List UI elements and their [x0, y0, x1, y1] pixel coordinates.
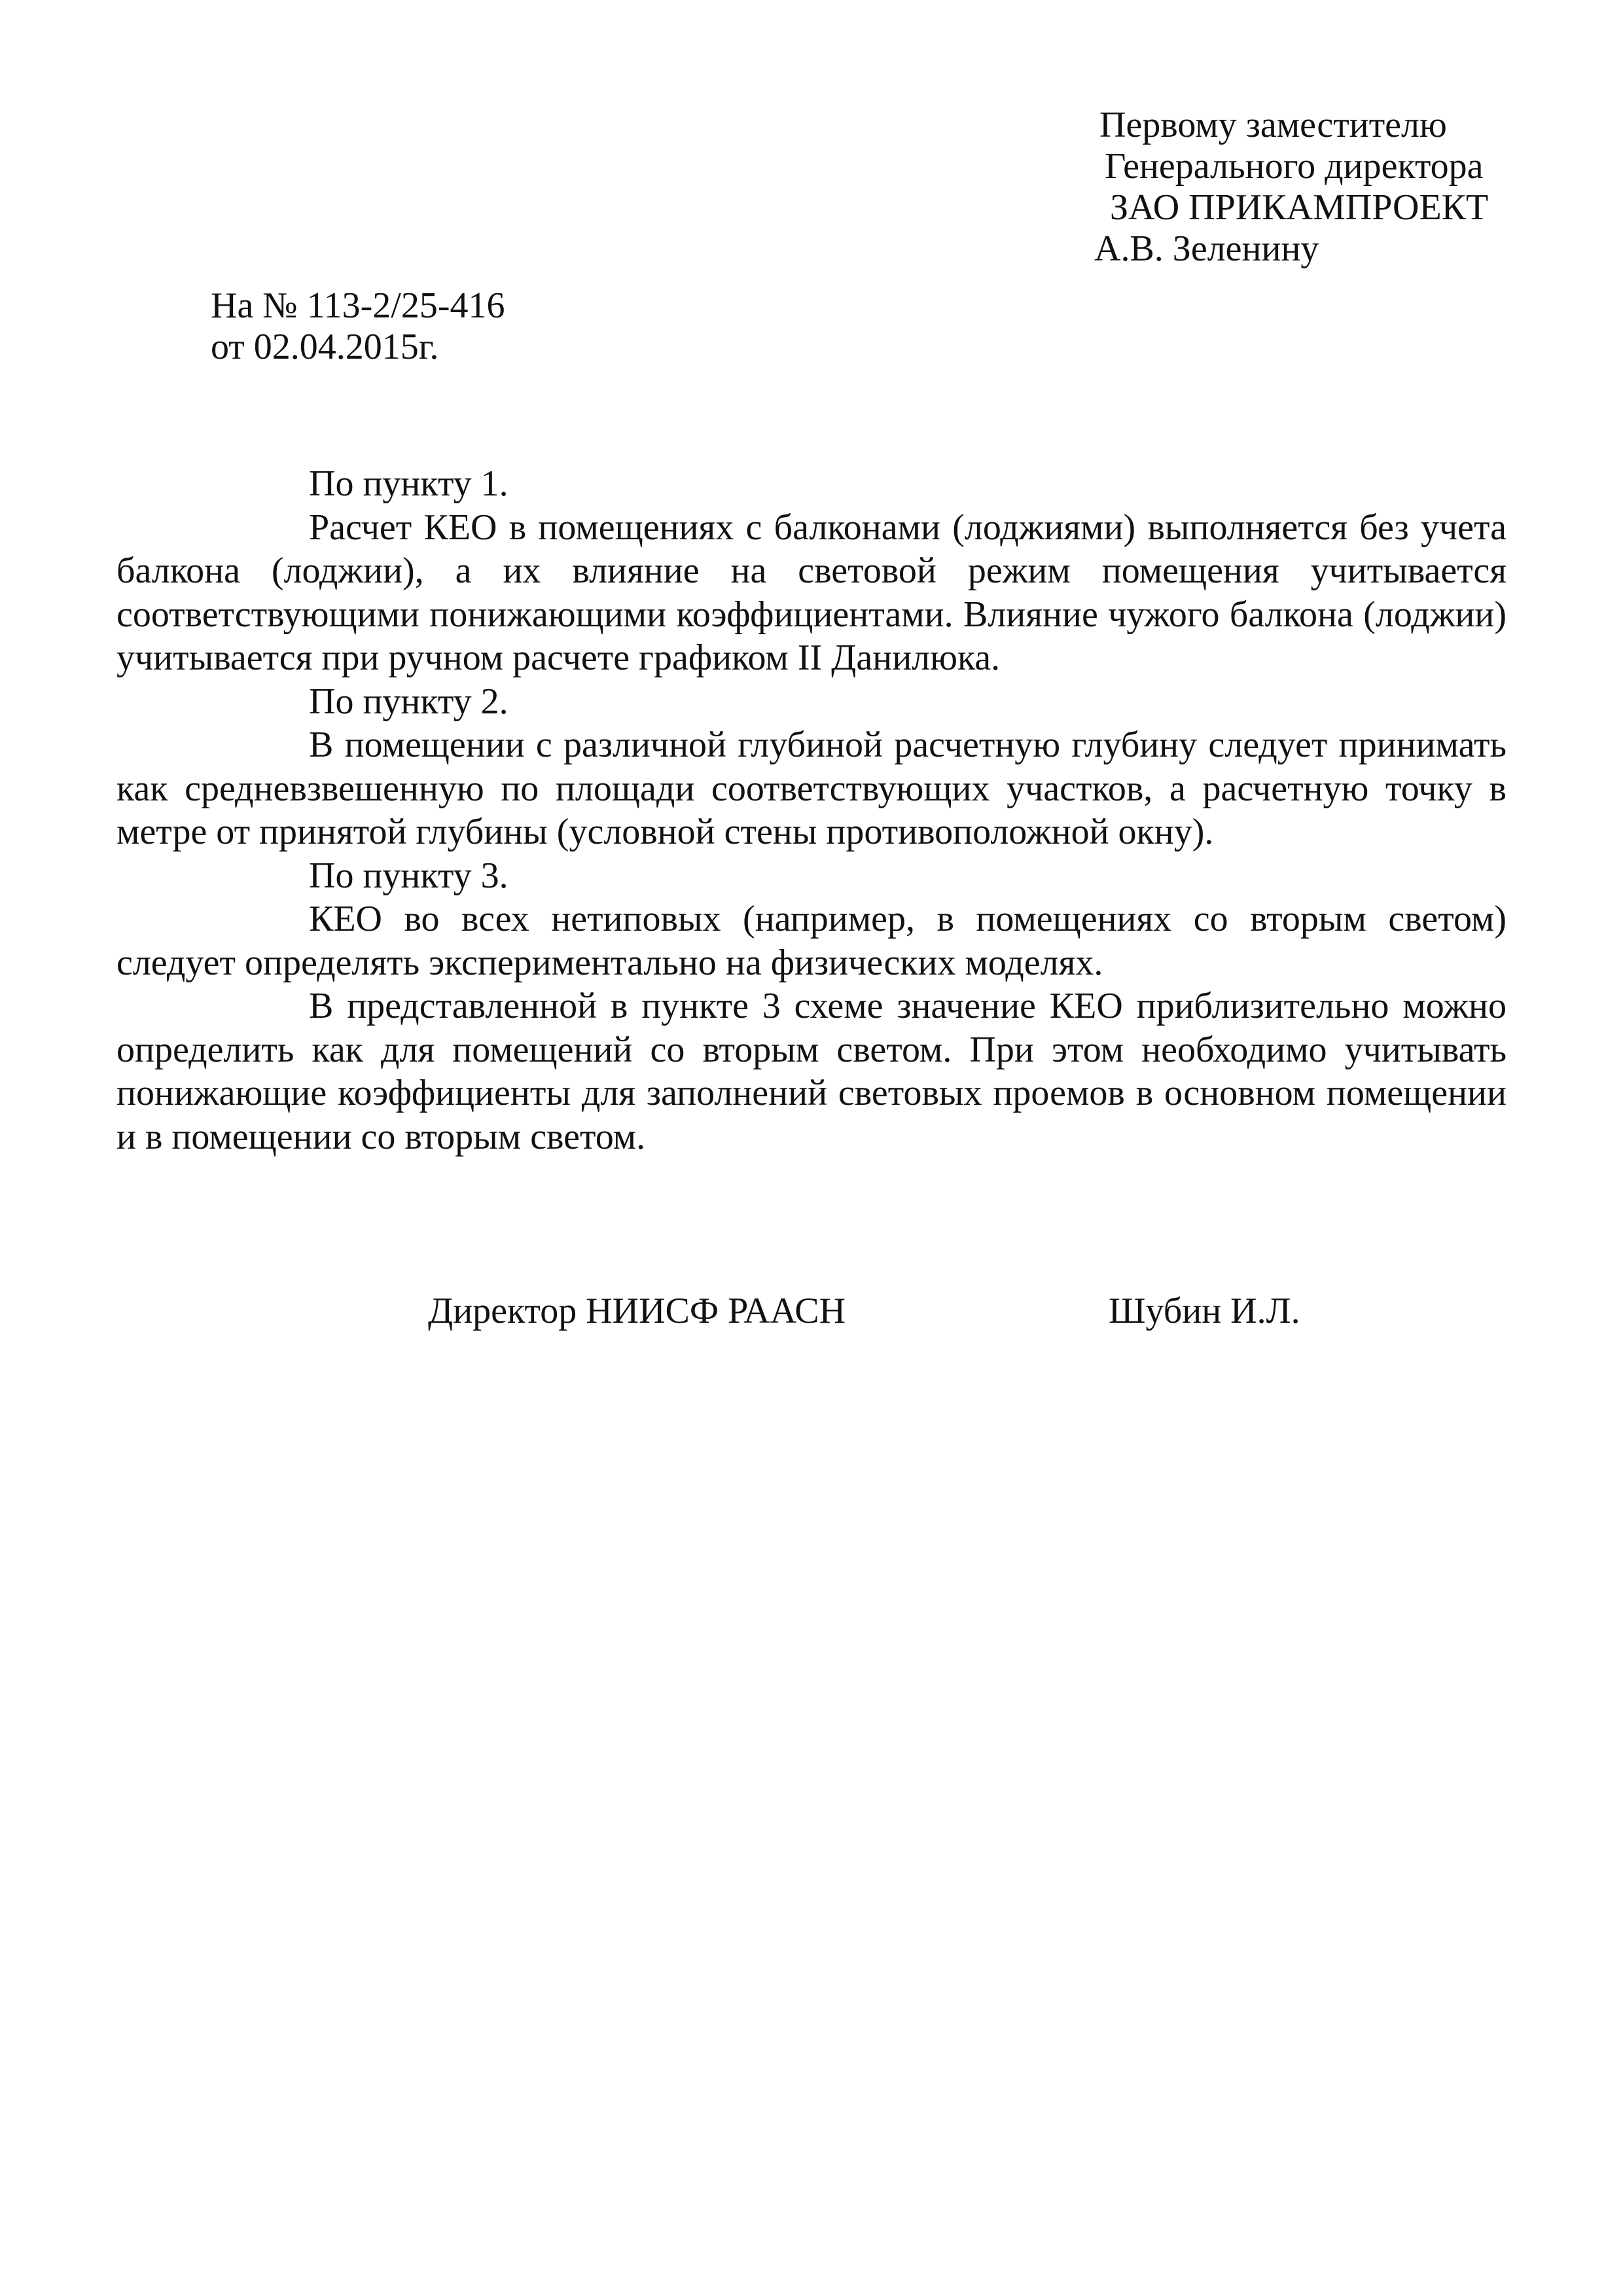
item-3-text-2: В представленной в пункте 3 схеме значение КЕО приблизительно можно определить как для помещений со вторым светом. При этом необходимо учитывать понижающие коэффициенты для заполнений световых проемов в основном помещении и в помещении со вторым светом. [116, 986, 1507, 1157]
addressee-block [1094, 105, 1558, 270]
item-1-text: Расчет КЕО в помещениях с балконами (лоджиями) выполняется без учета балкона (лоджии), а их влияние на световой режим помещения учитывается соответствующими понижающими коэффициентами. Влияние чужого балкона (лоджии) учитывается при ручном расчете графиком II Данилюка. [116, 507, 1507, 678]
reference-date: от 02.04.2015г. [211, 327, 439, 367]
item-2-text: В помещении с различной глубиной расчетную глубину следует принимать как средневзвешенную по площади соответствующих участков, а расчетную точку в метре от принятой глубины (условной стены противоположной окну). [116, 725, 1507, 852]
signatory-position: Директор НИИСФ РААСН [428, 1291, 846, 1331]
addressee-line-2: Генерального директора [1105, 146, 1484, 187]
item-2-heading: По пункту 2. [309, 681, 508, 722]
reference-number: На № 113-2/25-416 [211, 285, 505, 326]
item-3-heading: По пункту 3. [309, 855, 508, 896]
addressee-line-4: А.В. Зеленину [1094, 228, 1319, 269]
item-1-heading: По пункту 1. [309, 463, 508, 504]
addressee-line-1: Первому заместителю [1099, 105, 1447, 145]
letter-body [116, 462, 1507, 1158]
reference-block [211, 285, 505, 368]
item-3-text: КЕО во всех нетиповых (например, в помещениях со вторым светом) следует определять экспериментально на физических моделях. [116, 899, 1507, 983]
addressee-line-3: ЗАО ПРИКАМПРОЕКТ [1110, 187, 1489, 228]
signatory-name: Шубин И.Л. [1109, 1291, 1300, 1331]
